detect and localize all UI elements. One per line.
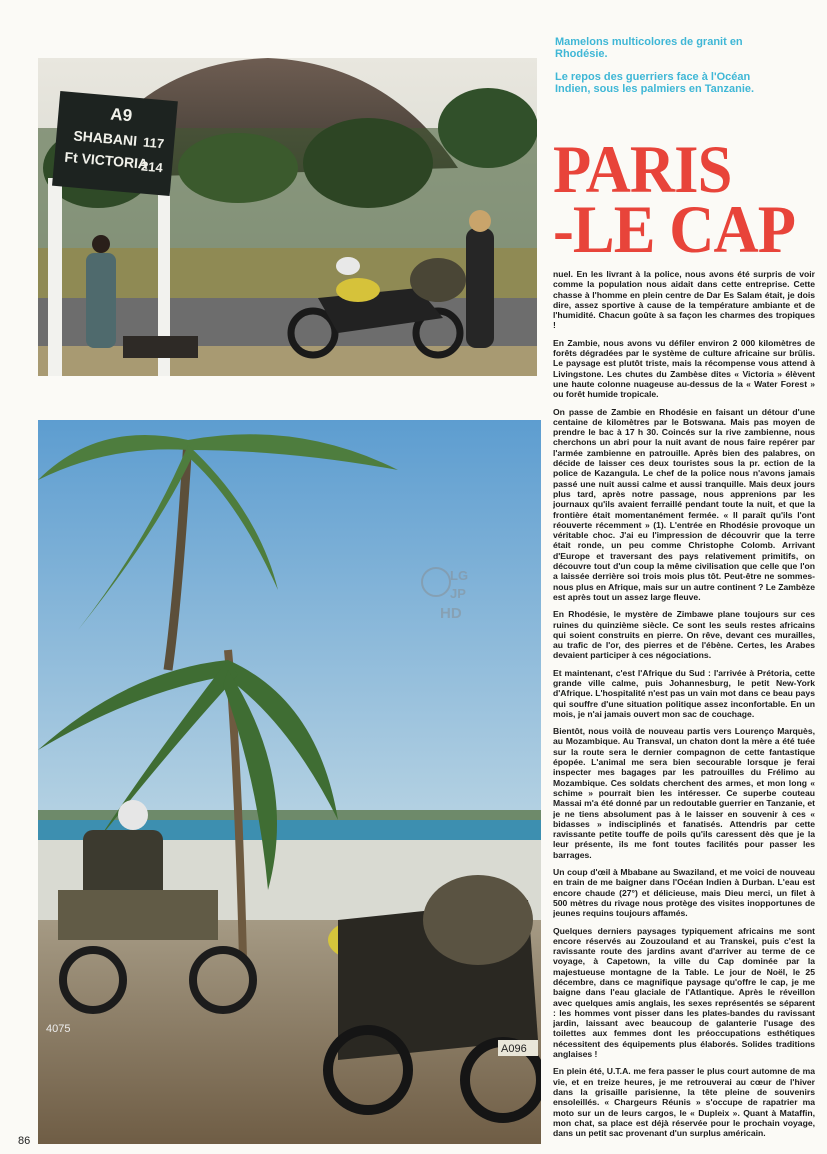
paragraph: nuel. En les livrant à la police, nous avons été surpris de voir comme la population nous aidait dans cette entreprise. Cette chasse à l'homme en plein centre de Dar Es Salam était, je dois dire, assez sportive à cause de la température ambiante et de l'humidité. Chacun goûte à sa façon les charmes des tropiques ! [553,269,815,331]
paragraph: En Rhodésie, le mystère de Zimbawe plane toujours sur ces ruines du quinzième siècle. Ce sont les seuls restes africains qui soient construits en pierre. On rêve, devant ces murailles, au trafic de l'or, des pierres et de l'ébène. Certes, les Arabes devaient participer à ces négociations. [553,609,815,661]
sign-dist-2: 214 [140,158,164,176]
paragraph: Bientôt, nous voilà de nouveau partis vers Lourenço Marquès, au Mozambique. Au Transval, un chaton dont la mère a été tuée sur la route sera le dernier compagnon de cette fantastique épopée. L'animal me sera bien secourable lorsque je ferai inspecter mes bagages par les patrouilles du Frélimo au Mozambique. Ces soldats cherchent des armes, et mon long « schime » pourrait bien les intéresser. Ce superbe couteau Massai m'a été donné par un redoutable guerrier en Tanzanie, et je ne tiens absolument pas à le laisser en souvenir à ces « bidasses » indisciplinés et fanatisés. Attendris par cette ravissante petite touffe de poils qu'ils caressent dès que je la leur présente, ils me font toutes facilités pour passer les barrages. [553,726,815,860]
svg-text:JP: JP [450,586,466,601]
title-line-1: PARIS [553,131,732,207]
caption-palms: Le repos des guerriers face à l'Océan Indien, sous les palmiers en Tanzanie. [555,71,755,95]
title-line-2: -LE CAP [553,191,796,267]
sign-route: A9 [109,104,133,126]
sign-line-2: Ft VICTORIA [63,148,149,172]
svg-text:LG: LG [450,568,469,583]
paragraph: On passe de Zambie en Rhodésie en faisant un détour d'une centaine de kilomètres par le Botswana. Mais pas moyen de prendre le bac à 17 h 30. Coincés sur la rive zambienne, nous cherchons un abri pour la nuit avant de nous faire repérer par l'armée zambienne en patrouille. Après bien des palabres, on décide de laisser ces deux touristes sous la pr. ection de la police de Kazangula. Le chef de la police nous n'avons jamais passé une nuit aussi calme et aussi tranquille. Mais deux jours plus tard, après notre passage, nous apprenions par les journaux qu'ils avaient ferraillé pendant toute la nuit, et que la frontière était momentanément fermée. « Il paraît qu'ils l'ont réouverte récemment » (1). L'entrée en Rhodésie provoque un véritable choc. J'ai eu l'impression de découvrir que la terre était ronde, un peu comme Christophe Colomb. Arrivant d'Europe et traversant des pays relativement primitifs, on découvre tout d'un coup la même civilisation que celle que l'on a laissée derrière soi trois mois plus tôt. Peut-être ne sommes-nous plus en Afrique, mais sur un autre continent ? Le Zambèze est après tout un assez large fleuve. [553,406,815,602]
photo-rhodesia-road [38,58,537,376]
sign-dist-1: 117 [142,134,165,152]
plate-right: A096 [501,1043,527,1055]
paragraph: Et maintenant, c'est l'Afrique du Sud : l'arrivée à Prétoria, cette grande ville calme, puis Johannesburg, le petit New-York d'Afrique. L'hospitalité n'est pas un vain mot dans ce beau pays qui souffre d'une situation politique assez inconfortable. En un mois, je n'ai jamais ouvert mon sac de couchage. [553,667,815,719]
plate-left: 4075 [46,1023,71,1035]
paragraph: En plein été, U.T.A. me fera passer le plus court automne de ma vie, et en treize heures, je me retrouverai au cœur de l'hiver dans la grisaille parisienne, la tête pleine de souvenirs ensoleillés. « Chargeurs Réunis » s'occupe de rapatrier ma moto sur un de leurs cargos, le « Dupleix ». Quant à Mataffin, mon chat, sa place est déjà réservée pour le prochain voyage, dans un petit sac provenant d'un surplus américain. [553,1066,815,1139]
caption-granite: Mamelons multicolores de granit en Rhodésie. [555,36,743,60]
paragraph: En Zambie, nous avons vu défiler environ 2 000 kilomètres de forêts dégradées par le système de culture africaine sur brûlis. Le paysage est plutôt triste, mais la récompense vous attend à Livingstone. Les chutes du Zambèse dites « Victoria » élèvent une haute colonne nuageuse au-dessus de la « Water Forest » ou forêt humide tropicale. [553,337,815,400]
page-number: 86 [18,1135,31,1147]
watermark-logo [418,560,482,626]
sign-line-1: SHABANI [72,127,138,149]
paragraph: Quelques derniers paysages typiquement africains me sont encore réservés au Zouzouland et au Transkei, puis c'est la ravissante route des jardins avant d'arriver au terme de ce voyage, à Capetown, la ville du Cap dominée par la majestueuse montagne de la Table. Le jour de Noël, le 25 décembre, dans ce magnifique paysage qu'offre le cap, je me baigne dans l'eau glaciale de l'Atlantique. Après le réveillon avec quelques amis anglais, les sexes représentés se séparent : les hommes vont pisser dans les plates-bandes du ravissant jardin, laissant avec beaucoup de galanterie l'usage des toilettes aux femmes dont les préoccupations esthétiques nécessitent des équipements plus élaborés. Solides traditions anglaises ! [553,925,815,1060]
photo-tanzania-beach [38,420,541,1144]
paragraph: Un coup d'œil à Mbabane au Swaziland, et me voici de nouveau en train de me baigner dans l'Océan Indien à Durban. L'eau est encore chaude (27°) et délicieuse, mais Dieu merci, un filet à 500 mètres du rivage nous protège des visites inopportunes de jeunes requins toujours affamés. [553,867,815,919]
svg-text:HD: HD [440,605,462,622]
article-body [553,269,815,1149]
